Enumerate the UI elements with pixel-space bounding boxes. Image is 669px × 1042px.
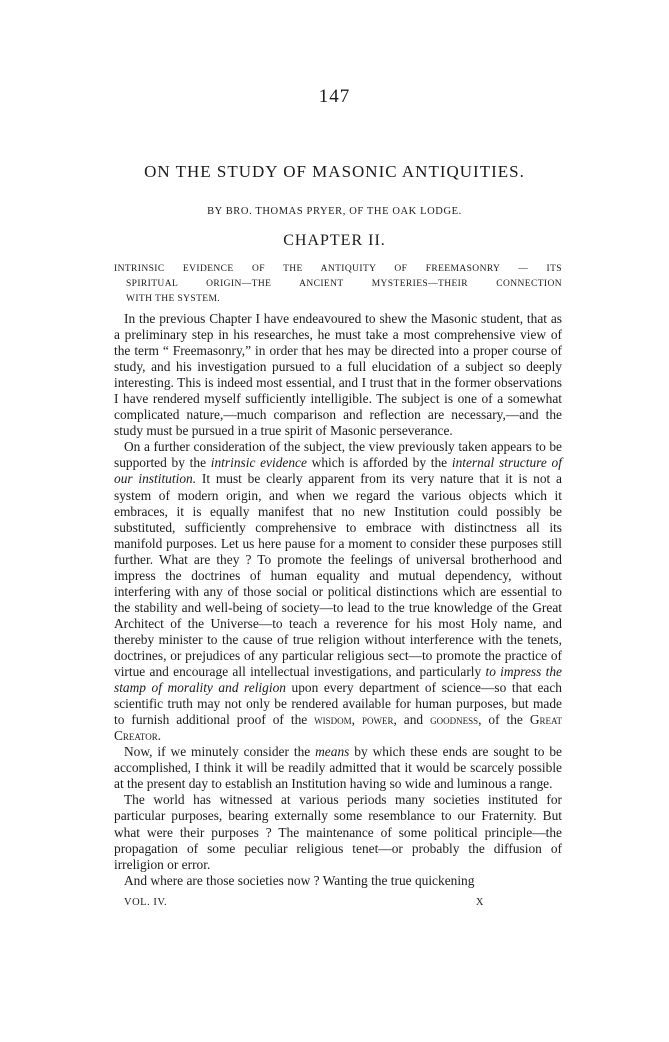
paragraph-text: Now, if we minutely consider the: [124, 744, 316, 760]
chapter-heading: CHAPTER II.: [283, 232, 386, 249]
signature-mark: X: [475, 897, 484, 908]
italic-phrase: intrinsic evidence: [210, 455, 307, 471]
italic-phrase: to impress the stamp of morality and religion: [114, 664, 562, 696]
paragraph-text: upon every department of science—so that each scientific truth may not only be rendered available for human purposes, but made to furnish additional proof of the: [114, 680, 563, 728]
page-number: 147: [318, 86, 351, 107]
paragraph-2: [114, 439, 562, 744]
summary-line-3: WITH THE SYSTEM.: [126, 294, 221, 304]
paragraph-5: [114, 873, 562, 889]
page-footer: [124, 897, 484, 908]
paragraph-text: It must be clearly apparent from its very nature that it is not a system of modern origin, and when we regard the various objects which it embraces, it is equally manifest that no new Institution could possibly be substituted, sufficiently comprehensive to embrace with distinctness all its manifold purposes. Let us here pause for a moment to consider these purposes still further. What are they ? To promote the feelings of universal brotherhood and impress the doctrines of human equality and mutual dependency, without interfering with any of those social or political distinctions which are essential to the stability and well-being of society—to lead to the true knowledge of the Great Architect of the Universe—to teach a reverence for his most Holy name, and thereby minister to the cause of true religion without interference with the tenets, doctrines, or prejudices of any particular religious sect—to promote the practice of virtue and encourage all intellectual investigations, and particularly: [114, 471, 562, 680]
body-text: [114, 311, 562, 889]
paragraph-1: [114, 311, 562, 439]
paragraph-text: And where are those societies now ? Wanting the true quickening: [124, 872, 475, 888]
paragraph-text: which is afforded by the: [306, 455, 452, 471]
small-caps-phrase: Great Creator.: [114, 712, 562, 744]
paragraph-3: [114, 744, 562, 792]
paragraph-text: On a further consideration of the subject, the view previously taken appears to be supported by the: [114, 439, 562, 471]
italic-phrase: means: [315, 744, 350, 760]
chapter-summary: [114, 262, 562, 307]
article-title: ON THE STUDY OF MASONIC ANTIQUITIES.: [144, 162, 525, 181]
small-caps-phrase: wisdom, power,: [314, 712, 397, 728]
paragraph-4: [114, 792, 562, 872]
summary-line-2: SPIRITUAL ORIGIN—THE ANCIENT MYSTERIES—THEIR CONNECTION: [126, 279, 562, 289]
small-caps-phrase: goodness,: [430, 712, 482, 728]
volume-marker: VOL. IV.: [124, 897, 168, 908]
paragraph-text: by which these ends are sought to be accomplished, I think it will be readily admitted that it would be scarcely possible at the present day to establish an Institution having so wide and luminous a range.: [114, 744, 562, 792]
italic-phrase: internal structure of our institution.: [114, 455, 562, 487]
paragraph-text: The world has witnessed at various periods many societies instituted for particular purposes, bearing externally some resemblance to our Fraternity. But what were their purposes ? The maintenance of some political principle—the propagation of some peculiar religious tenet—or probably the diffusion of irreligion or error.: [114, 792, 562, 872]
paragraph-text: of the: [481, 712, 530, 728]
paragraph-text: and: [396, 712, 431, 728]
paragraph-text: In the previous Chapter I have endeavoured to shew the Masonic student, that as a preliminary step in his researches, he must take a most comprehensive view of the term “ Freemasonry,” in order that hes may be directed into a proper course of study, and his investigation pursued to a full elucidation of a subject so deeply interesting. This is indeed most essential, and I trust that in the former observations I have rendered myself sufficiently intelligible. The subject is one of a somewhat complicated nature,—much comparison and reflection are necessary,—and the study must be pursued in a true spirit of Masonic perseverance.: [114, 311, 562, 439]
author-byline: BY BRO. THOMAS PRYER, OF THE OAK LODGE.: [207, 206, 462, 217]
summary-line-1: INTRINSIC EVIDENCE OF THE ANTIQUITY OF FREEMASONRY — ITS: [114, 264, 562, 274]
